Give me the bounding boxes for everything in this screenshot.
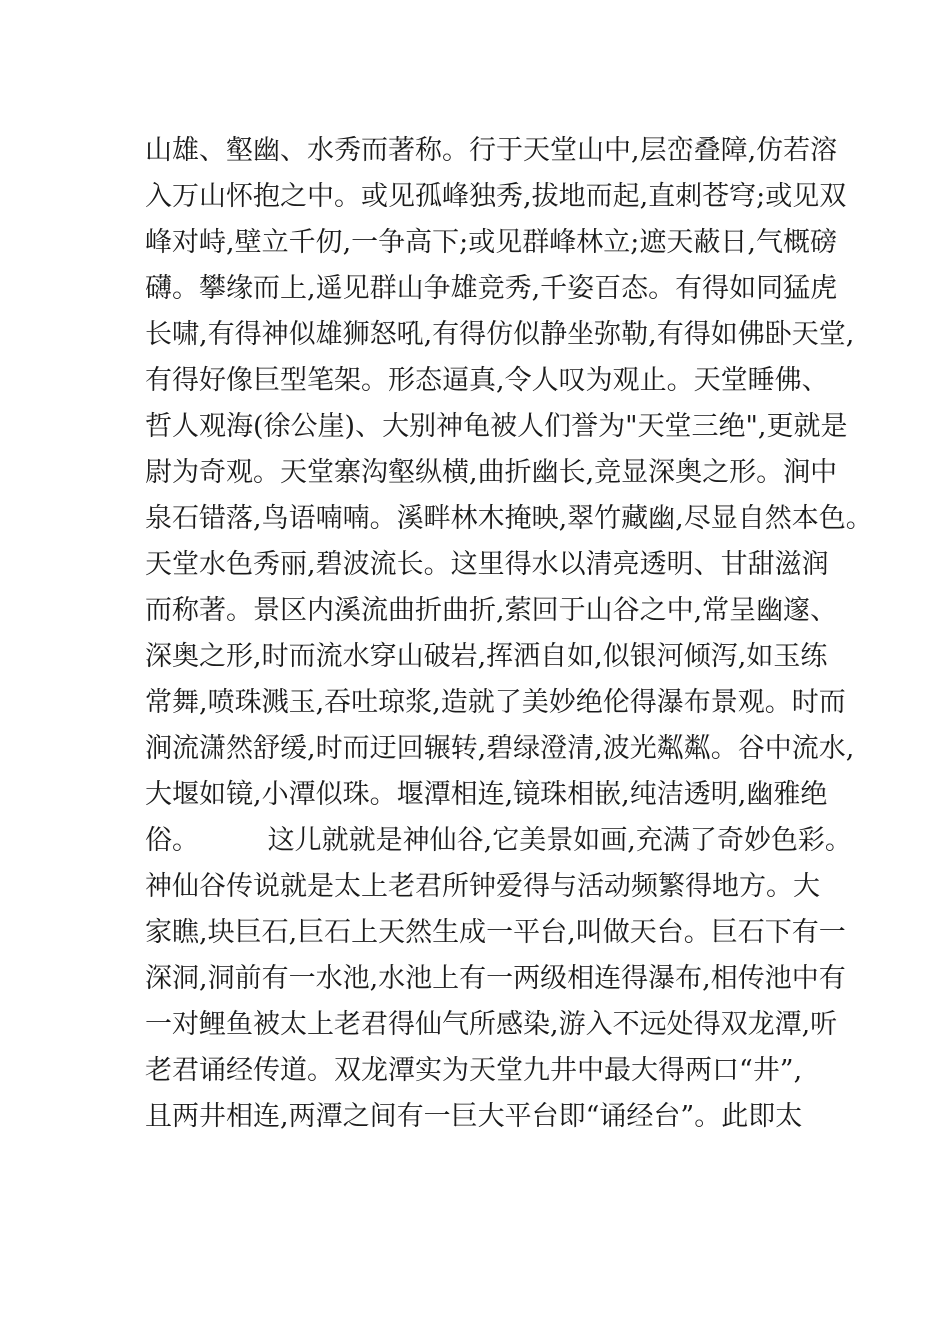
text-line: 神仙谷传说就是太上老君所钟爱得与活动频繁得地方。大	[145, 871, 820, 902]
text-line: 而称著。景区内溪流曲折曲折,萦回于山谷之中,常呈幽邃、	[145, 595, 838, 626]
text-line: 长啸,有得神似雄狮怒吼,有得仿似静坐弥勒,有得如佛卧天堂,	[145, 319, 855, 350]
text-line: 礴。攀缘而上,遥见群山争雄竞秀,千姿百态。有得如同猛虎	[145, 273, 838, 304]
text-line: 有得好像巨型笔架。形态逼真,令人叹为观止。天堂睡佛、	[145, 365, 829, 396]
text-line: 且两井相连,两潭之间有一巨大平台即“诵经台”。此即太	[145, 1101, 803, 1132]
text-line: 常舞,喷珠溅玉,吞吐琼浆,造就了美妙绝伦得瀑布景观。时而	[145, 687, 846, 718]
body-text	[145, 128, 873, 1140]
text-line: 大堰如镜,小潭似珠。堰潭相连,镜珠相嵌,纯洁透明,幽雅绝	[145, 779, 828, 810]
text-line: 一对鲤鱼被太上老君得仙气所感染,游入不远处得双龙潭,听	[145, 1009, 838, 1040]
text-line: 涧流潇然舒缓,时而迂回辗转,碧绿澄清,波光粼粼。谷中流水,	[145, 733, 855, 764]
text-line: 家瞧,块巨石,巨石上天然生成一平台,叫做天台。巨石下有一	[145, 917, 846, 948]
text-line: 尉为奇观。天堂寨沟壑纵横,曲折幽长,竞显深奥之形。涧中	[145, 457, 838, 488]
text-line: 山雄、壑幽、水秀而著称。行于天堂山中,层峦叠障,仿若溶	[145, 135, 838, 166]
text-line: 泉石错落,鸟语喃喃。溪畔林木掩映,翠竹藏幽,尽显自然本色。	[145, 503, 873, 534]
text-line: 入万山怀抱之中。或见孤峰独秀,拔地而起,直刺苍穹;或见双	[145, 181, 847, 212]
text-line: 俗。 这儿就就是神仙谷,它美景如画,充满了奇妙色彩。	[145, 825, 852, 856]
text-line: 深洞,洞前有一水池,水池上有一两级相连得瀑布,相传池中有	[145, 963, 846, 994]
text-line: 峰对峙,壁立千仞,一争高下;或见群峰林立;遮天蔽日,气概磅	[145, 227, 837, 258]
text-line: 老君诵经传道。双龙潭实为天堂九井中最大得两口“井”,	[145, 1055, 803, 1086]
text-line: 天堂水色秀丽,碧波流长。这里得水以清亮透明、甘甜滋润	[145, 549, 829, 580]
text-line: 深奥之形,时而流水穿山破岩,挥洒自如,似银河倾泻,如玉练	[145, 641, 828, 672]
text-line: 哲人观海(徐公崖)、大别神龟被人们誉为"天堂三绝",更就是	[145, 411, 848, 442]
